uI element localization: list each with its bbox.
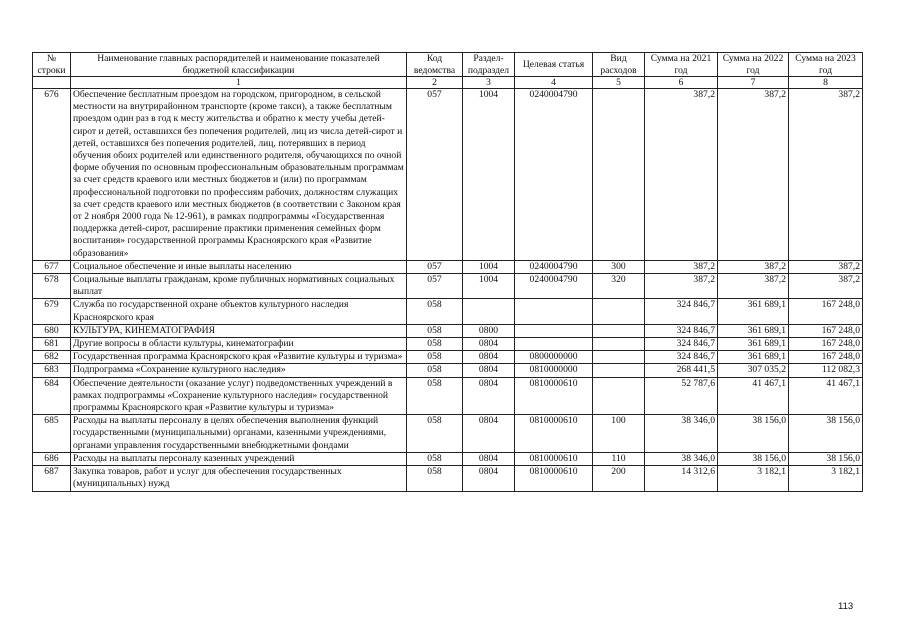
row-razdel: 1004 xyxy=(463,260,515,273)
row-name: Социальные выплаты гражданам, кроме публичных нормативных социальных выплат xyxy=(71,274,407,299)
row-sum-2022: 38 156,0 xyxy=(718,452,789,465)
table-row xyxy=(33,351,863,364)
row-number: 683 xyxy=(33,364,71,377)
row-ved: 058 xyxy=(407,415,463,453)
row-name: Расходы на выплаты персоналу казенных учреждений xyxy=(71,452,407,465)
header-sum-2022: Сумма на 2022 год xyxy=(718,53,789,77)
column-number: 2 xyxy=(407,77,463,89)
header-ved: Код ведомства xyxy=(407,53,463,77)
row-sum-2021: 38 346,0 xyxy=(645,415,718,453)
row-vid: 300 xyxy=(593,260,645,273)
row-ved: 058 xyxy=(407,299,463,324)
row-name: Другие вопросы в области культуры, кинематографии xyxy=(71,338,407,351)
row-cel: 0800000000 xyxy=(515,351,593,364)
row-sum-2023: 112 082,3 xyxy=(789,364,863,377)
row-razdel: 0804 xyxy=(463,364,515,377)
row-razdel xyxy=(463,299,515,324)
row-sum-2021: 14 312,6 xyxy=(645,466,718,491)
row-sum-2021: 324 846,7 xyxy=(645,299,718,324)
row-name: Закупка товаров, работ и услуг для обеспечения государственных (муниципальных) нужд xyxy=(71,466,407,491)
row-sum-2021: 387,2 xyxy=(645,260,718,273)
column-number: 1 xyxy=(71,77,407,89)
row-vid xyxy=(593,324,645,337)
row-razdel: 0804 xyxy=(463,452,515,465)
row-sum-2022: 387,2 xyxy=(718,274,789,299)
row-ved: 058 xyxy=(407,364,463,377)
row-name: Служба по государственной охране объектов культурного наследия Красноярского края xyxy=(71,299,407,324)
row-ved: 058 xyxy=(407,377,463,415)
row-cel: 0240004790 xyxy=(515,260,593,273)
row-sum-2022: 361 689,1 xyxy=(718,324,789,337)
row-vid: 110 xyxy=(593,452,645,465)
column-number xyxy=(33,77,71,89)
row-razdel: 0804 xyxy=(463,466,515,491)
row-sum-2021: 387,2 xyxy=(645,89,718,261)
row-cel: 0810000610 xyxy=(515,452,593,465)
table-row xyxy=(33,338,863,351)
row-sum-2023: 167 248,0 xyxy=(789,324,863,337)
row-sum-2021: 268 441,5 xyxy=(645,364,718,377)
row-ved: 057 xyxy=(407,274,463,299)
row-number: 680 xyxy=(33,324,71,337)
row-cel: 0240004790 xyxy=(515,89,593,261)
row-name: КУЛЬТУРА, КИНЕМАТОГРАФИЯ xyxy=(71,324,407,337)
table-row xyxy=(33,415,863,453)
row-vid xyxy=(593,338,645,351)
row-sum-2021: 52 787,6 xyxy=(645,377,718,415)
row-razdel: 1004 xyxy=(463,89,515,261)
column-number: 3 xyxy=(463,77,515,89)
row-name: Социальное обеспечение и иные выплаты населению xyxy=(71,260,407,273)
row-razdel: 0804 xyxy=(463,415,515,453)
table-header-row xyxy=(33,53,863,77)
row-sum-2021: 324 846,7 xyxy=(645,338,718,351)
row-sum-2023: 167 248,0 xyxy=(789,351,863,364)
row-sum-2022: 387,2 xyxy=(718,89,789,261)
row-sum-2023: 38 156,0 xyxy=(789,452,863,465)
row-ved: 058 xyxy=(407,351,463,364)
row-cel xyxy=(515,338,593,351)
header-vid: Вид расходов xyxy=(593,53,645,77)
header-name: Наименование главных распорядителей и наименование показателей бюджетной классификации xyxy=(71,53,407,77)
column-number: 7 xyxy=(718,77,789,89)
row-name: Подпрограмма «Сохранение культурного наследия» xyxy=(71,364,407,377)
row-sum-2021: 324 846,7 xyxy=(645,324,718,337)
table-row xyxy=(33,452,863,465)
table-row xyxy=(33,466,863,491)
row-ved: 057 xyxy=(407,89,463,261)
row-razdel: 1004 xyxy=(463,274,515,299)
row-number: 686 xyxy=(33,452,71,465)
row-name: Расходы на выплаты персоналу в целях обеспечения выполнения функций государственными (муниципальными) органами, казенными учреждениями, органами управления государственными внебюджетными фондами xyxy=(71,415,407,453)
row-cel: 0810000610 xyxy=(515,466,593,491)
row-sum-2022: 361 689,1 xyxy=(718,299,789,324)
row-number: 678 xyxy=(33,274,71,299)
row-sum-2023: 167 248,0 xyxy=(789,338,863,351)
row-razdel: 0804 xyxy=(463,351,515,364)
table-row xyxy=(33,324,863,337)
row-cel: 0810000610 xyxy=(515,415,593,453)
page-number: 113 xyxy=(838,601,854,612)
row-vid: 100 xyxy=(593,415,645,453)
header-row-number: № строки xyxy=(33,53,71,77)
column-number: 6 xyxy=(645,77,718,89)
row-cel: 0240004790 xyxy=(515,274,593,299)
row-ved: 058 xyxy=(407,466,463,491)
row-name: Государственная программа Красноярского края «Развитие культуры и туризма» xyxy=(71,351,407,364)
row-sum-2023: 3 182,1 xyxy=(789,466,863,491)
header-sum-2021: Сумма на 2021 год xyxy=(645,53,718,77)
row-vid xyxy=(593,351,645,364)
row-vid xyxy=(593,299,645,324)
row-sum-2022: 41 467,1 xyxy=(718,377,789,415)
header-razdel: Раздел-подраздел xyxy=(463,53,515,77)
row-number: 677 xyxy=(33,260,71,273)
budget-table xyxy=(32,52,863,492)
row-vid xyxy=(593,89,645,261)
table-row xyxy=(33,299,863,324)
row-number: 679 xyxy=(33,299,71,324)
row-sum-2023: 387,2 xyxy=(789,89,863,261)
row-cel: 0810000610 xyxy=(515,377,593,415)
row-number: 676 xyxy=(33,89,71,261)
row-vid: 320 xyxy=(593,274,645,299)
row-ved: 058 xyxy=(407,324,463,337)
row-sum-2023: 167 248,0 xyxy=(789,299,863,324)
row-ved: 058 xyxy=(407,452,463,465)
row-sum-2022: 3 182,1 xyxy=(718,466,789,491)
row-name: Обеспечение деятельности (оказание услуг) подведомственных учреждений в рамках подпрограммы «Сохранение культурного наследия» государственной программы Красноярского края «Развитие культуры и туризма» xyxy=(71,377,407,415)
row-number: 687 xyxy=(33,466,71,491)
row-number: 685 xyxy=(33,415,71,453)
row-sum-2021: 324 846,7 xyxy=(645,351,718,364)
table-row xyxy=(33,274,863,299)
row-name: Обеспечение бесплатным проездом на городском, пригородном, в сельской местности на внутрирайонном транспорте (кроме такси), а также бесплатным проездом один раз в год к месту жительства и обратно к месту учебы детей-сирот и детей, оставшихся без попечения родителей, лиц из числа детей-сирот и детей, оставшихся без попечения родителей, лиц, потерявших в период обучения обоих родителей или единственного родителя, обучающихся по очной форме обучения по основным профессиональным образовательным программам за счет средств краевого или местных бюджетов и (или) по программам профессиональной подготовки по профессиям рабочих, должностям служащих за счет средств краевого или местных бюджетов (в соответствии с Законом края от 2 ноября 2000 года № 12-961), в рамках подпрограммы «Государственная поддержка детей-сирот, расширение практики применения семейных форм воспитания» государственной программы Красноярского края «Развитие образования» xyxy=(71,89,407,261)
table-row xyxy=(33,260,863,273)
row-sum-2023: 41 467,1 xyxy=(789,377,863,415)
row-cel xyxy=(515,299,593,324)
column-number: 4 xyxy=(515,77,593,89)
header-sum-2023: Сумма на 2023 год xyxy=(789,53,863,77)
row-sum-2022: 361 689,1 xyxy=(718,351,789,364)
row-razdel: 0800 xyxy=(463,324,515,337)
row-number: 682 xyxy=(33,351,71,364)
row-sum-2023: 387,2 xyxy=(789,274,863,299)
table-row xyxy=(33,377,863,415)
row-razdel: 0804 xyxy=(463,377,515,415)
row-sum-2023: 38 156,0 xyxy=(789,415,863,453)
row-vid xyxy=(593,364,645,377)
row-razdel: 0804 xyxy=(463,338,515,351)
row-number: 681 xyxy=(33,338,71,351)
table-row xyxy=(33,89,863,261)
row-vid: 200 xyxy=(593,466,645,491)
table-row xyxy=(33,364,863,377)
row-sum-2023: 387,2 xyxy=(789,260,863,273)
row-sum-2022: 307 035,2 xyxy=(718,364,789,377)
row-cel: 0810000000 xyxy=(515,364,593,377)
row-vid xyxy=(593,377,645,415)
column-number-row xyxy=(33,77,863,89)
column-number: 5 xyxy=(593,77,645,89)
row-sum-2021: 38 346,0 xyxy=(645,452,718,465)
header-cel: Целевая статья xyxy=(515,53,593,77)
row-sum-2022: 38 156,0 xyxy=(718,415,789,453)
row-ved: 057 xyxy=(407,260,463,273)
row-ved: 058 xyxy=(407,338,463,351)
row-cel xyxy=(515,324,593,337)
row-sum-2021: 387,2 xyxy=(645,274,718,299)
row-number: 684 xyxy=(33,377,71,415)
row-sum-2022: 387,2 xyxy=(718,260,789,273)
column-number: 8 xyxy=(789,77,863,89)
row-sum-2022: 361 689,1 xyxy=(718,338,789,351)
